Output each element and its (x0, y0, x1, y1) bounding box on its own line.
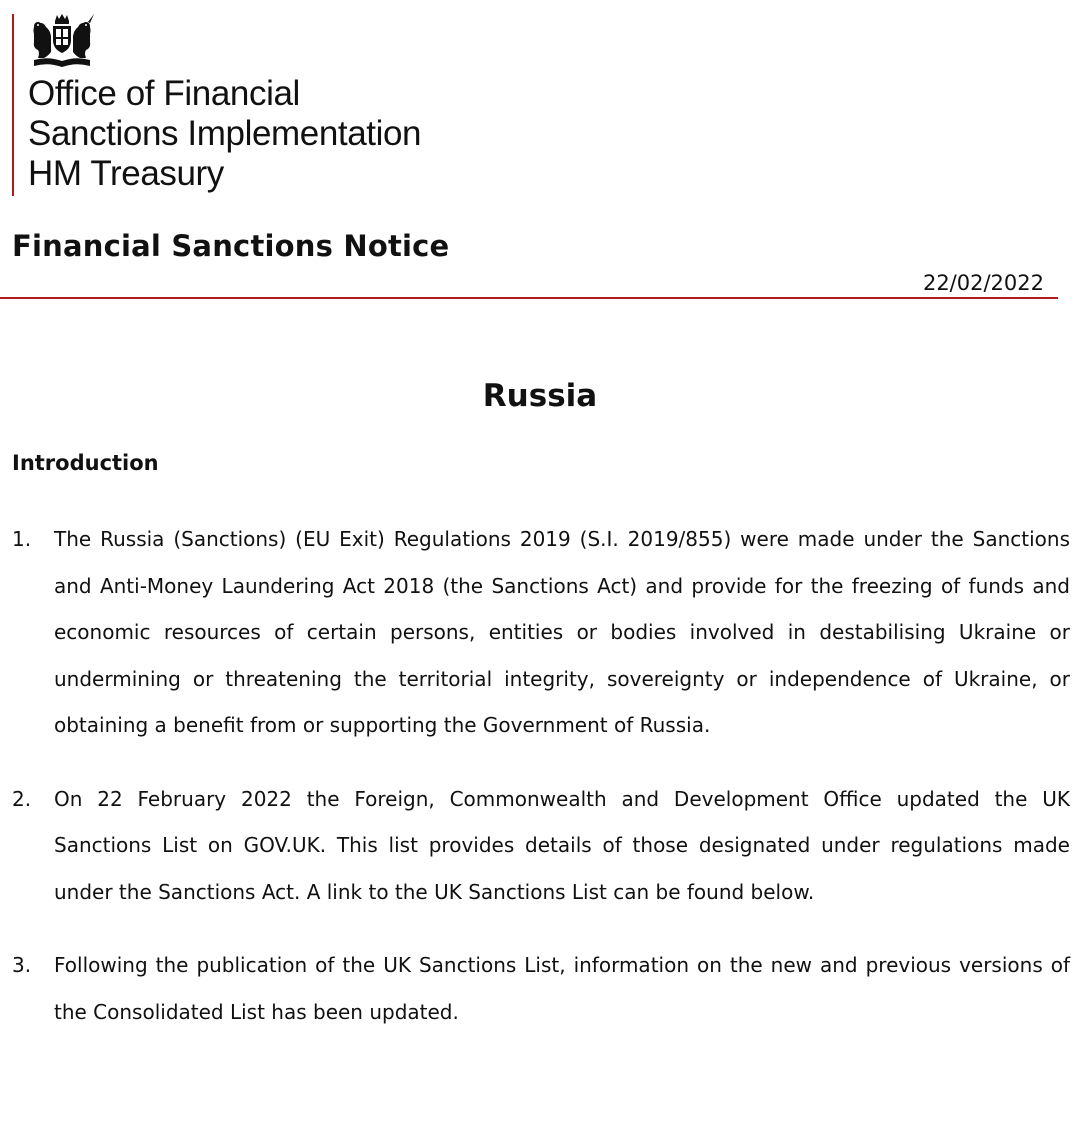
paragraph-number: 1. (12, 527, 32, 551)
numbered-paragraph (12, 776, 1070, 916)
header-divider (0, 297, 1058, 299)
notice-title: Financial Sanctions Notice (12, 229, 450, 263)
numbered-paragraph (12, 516, 1070, 749)
organisation-branding (10, 12, 480, 192)
paragraph-text: Following the publication of the UK Sanctions List, information on the new and previous versions of the Consolidated List has been updated. (54, 953, 1070, 1024)
paragraph-text: The Russia (Sanctions) (EU Exit) Regulations 2019 (S.I. 2019/855) were made under the Sanctions and Anti-Money Laundering Act 2018 (the Sanctions Act) and provide for the freezing of funds and economic resources of certain persons, entities or bodies involved in destabilising Ukraine or undermining or threatening the territorial integrity, sovereignty or independence of Ukraine, or obtaining a benefit from or supporting the Government of Russia. (54, 527, 1070, 737)
notice-date: 22/02/2022 (922, 271, 1044, 295)
numbered-paragraph (12, 942, 1070, 1035)
organisation-name-line: Office of Financial (28, 74, 300, 113)
paragraph-text: On 22 February 2022 the Foreign, Commonwealth and Development Office updated the UK Sanctions List on GOV.UK. This list provides details of those designated under regulations made under the Sanctions Act. A link to the UK Sanctions List can be found below. (54, 786, 1070, 904)
organisation-name-line: HM Treasury (28, 154, 224, 193)
royal-coat-of-arms-icon (28, 12, 96, 70)
organisation-name-line: Sanctions Implementation (28, 114, 422, 153)
section-heading-introduction: Introduction (12, 451, 159, 475)
brand-red-bar (12, 14, 14, 196)
document-title: Russia (482, 378, 598, 414)
paragraph-number: 2. (12, 786, 32, 811)
organisation-name (28, 74, 421, 194)
numbered-paragraph-list (12, 516, 1070, 1062)
paragraph-number: 3. (12, 953, 32, 977)
